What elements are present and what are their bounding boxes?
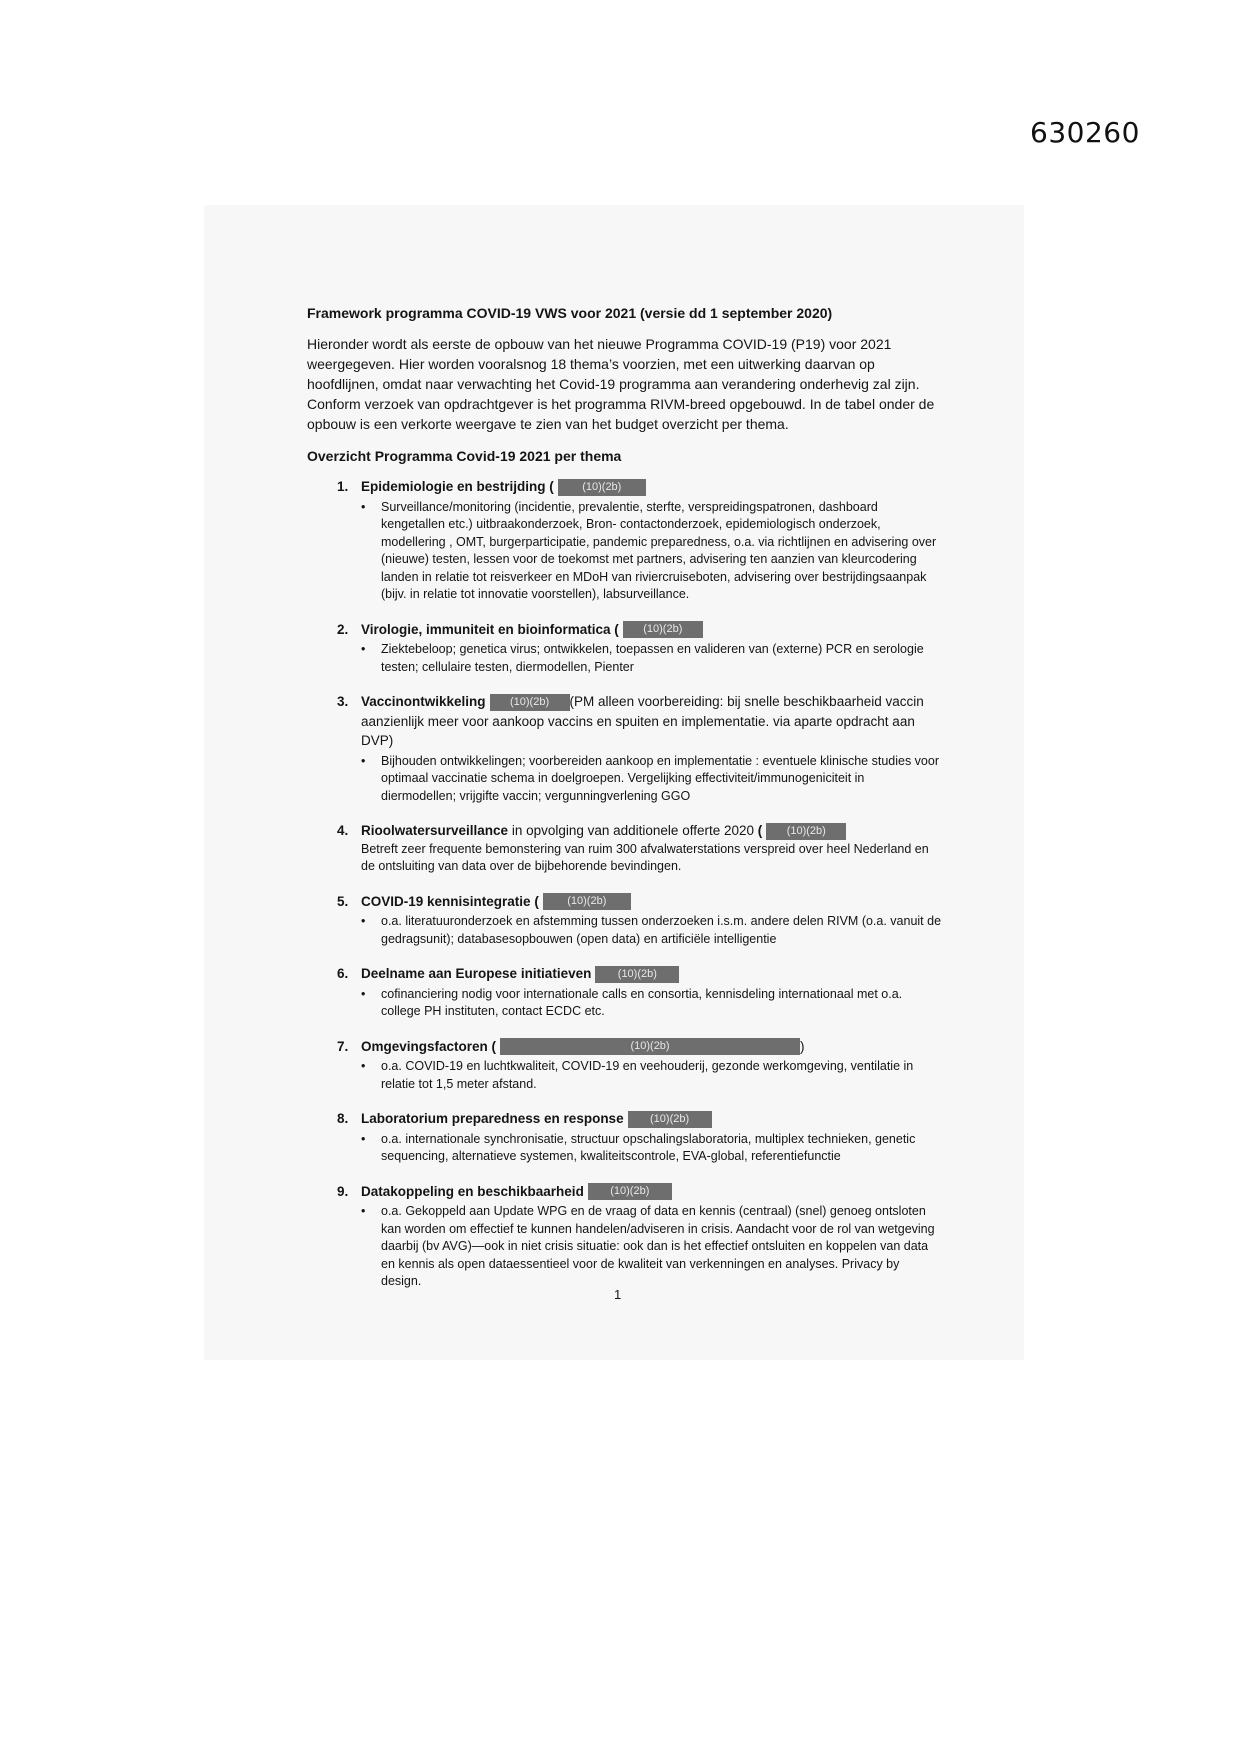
intro-paragraph: Hieronder wordt als eerste de opbouw van het nieuwe Programma COVID-19 (P19) voor 2021 weergegeven. Hier worden vooralsnog 18 thema’s voorzien, met een uitwerking daarvan op hoofdlijnen, omdat naar verwachting het Covid-19 programma aan verandering onderhevig zal zijn. Conform verzoek van opdrachtgever is het programma RIVM-breed opgebouwd. In de tabel onder de opbouw is een verkorte weergave te zien van het budget overzicht per thema.: [307, 335, 935, 432]
theme-title: Virologie, immuniteit en bioinformatica: [361, 621, 611, 637]
theme-number: 4.: [337, 823, 349, 838]
theme-title: Vaccinontwikkeling: [361, 694, 486, 709]
theme-title: Omgevingsfactoren: [361, 1038, 488, 1054]
theme-title: Laboratorium preparedness en response: [361, 1111, 624, 1126]
theme-item: [307, 477, 942, 604]
redaction-box: (10)(2b): [766, 823, 846, 840]
theme-title: Rioolwatersurveillance: [361, 823, 509, 838]
bullet-item: • o.a. literatuuronderzoek en afstemming tussen onderzoeken i.s.m. andere delen RIVM (o.a. vanuit de gedragsunit); databasesopbouwen (open data) en artificiële intelligentie: [361, 913, 942, 948]
theme-item: [307, 821, 942, 876]
paren-open: (: [754, 823, 763, 838]
bullet-list: [361, 1203, 942, 1291]
document-number: 630260: [1030, 116, 1140, 149]
bullet-item: • o.a. internationale synchronisatie, structuur opschalingslaboratoria, multiplex technieken, genetic sequencing, alternatieve systemen, kwaliteitscontrole, EVA-global, referentiefunctie: [361, 1131, 942, 1166]
theme-title: COVID-19 kennisintegratie: [361, 893, 531, 909]
paren-open: (: [530, 893, 539, 909]
theme-item: [307, 1109, 942, 1166]
theme-heading: [361, 1109, 942, 1129]
theme-title: Deelname aan Europese initiatieven: [361, 966, 592, 981]
theme-heading: [361, 1037, 942, 1057]
redaction-box: (10)(2b): [558, 479, 646, 496]
theme-suffix: (PM alleen voorbereiding: bij snelle beschikbaarheid vaccin aanzienlijk meer voor aankoop vaccins en spuiten en implementatie. via aparte opdracht aan DVP): [361, 694, 924, 748]
redaction-box: (10)(2b): [623, 621, 703, 638]
theme-title: Epidemiologie en bestrijding: [361, 479, 546, 494]
theme-item: [307, 892, 942, 949]
redaction-box: (10)(2b): [588, 1183, 672, 1200]
bullet-item: • Surveillance/monitoring (incidentie, prevalentie, sterfte, verspreidingspatronen, dashboard kengetallen etc.) uitbraakonderzoek, Bron- contactonderzoek, epidemiologisch onderzoek, modellering , OMT, burgerparticipatie, pandemic preparedness, o.a. via richtlijnen en advisering over (nieuwe) testen, lessen voor de toekomst met partners, advisering ten aanzien van kleurcodering landen in relatie tot reisverkeer en MDoH van riviercruiseboten, advisering over bestrijdingsaanpak (bijv. in relatie tot innovatie voorstellen), labsurveillance.: [361, 499, 942, 604]
theme-suffix: ): [800, 1038, 805, 1054]
redaction-box: (10)(2b): [628, 1111, 712, 1128]
paren-open: (: [487, 1038, 497, 1054]
theme-item: [307, 692, 942, 805]
theme-number: 7.: [337, 1038, 349, 1054]
bullet-list: [361, 499, 942, 604]
theme-item: [307, 620, 942, 677]
paren-open: (: [545, 479, 554, 494]
theme-heading: [361, 692, 942, 751]
overview-heading: Overzicht Programma Covid-19 2021 per thema: [307, 447, 622, 464]
theme-number: 6.: [337, 966, 349, 981]
theme-number: 9.: [337, 1183, 349, 1199]
theme-heading: [361, 477, 942, 497]
theme-heading: [361, 620, 942, 640]
document-title: Framework programma COVID-19 VWS voor 2021 (versie dd 1 september 2020): [307, 305, 833, 321]
redaction-box: (10)(2b): [500, 1038, 800, 1055]
redaction-box: (10)(2b): [595, 966, 679, 983]
theme-heading: [361, 1182, 942, 1202]
bullet-item: • cofinanciering nodig voor internationale calls en consortia, kennisdeling internationaal met o.a. college PH instituten, contact ECDC etc.: [361, 986, 942, 1021]
bullet-list: [361, 1058, 942, 1093]
bullet-item: • o.a. COVID-19 en luchtkwaliteit, COVID-19 en veehouderij, gezonde werkomgeving, ventilatie in relatie tot 1,5 meter afstand.: [361, 1058, 942, 1093]
page-content: [307, 304, 942, 1307]
theme-number: 3.: [337, 694, 349, 709]
theme-heading: [361, 821, 942, 841]
theme-item: [307, 1182, 942, 1291]
bullet-list: [361, 1131, 942, 1166]
theme-title-extra: in opvolging van additionele offerte 2020: [508, 823, 755, 838]
theme-number: 2.: [337, 621, 349, 637]
theme-heading: [361, 964, 942, 984]
theme-heading: [361, 892, 942, 912]
page-number: 1: [614, 1287, 622, 1302]
bullet-list: [361, 986, 942, 1021]
bullet-item: • Bijhouden ontwikkelingen; voorbereiden aankoop en implementatie : eventuele klinische studies voor optimaal vaccinatie schema in doelgroepen. Vergelijking effectiviteit/immunogeniciteit in diermodellen; vrijgifte vaccin; vergunningverlening GGO: [361, 753, 942, 806]
theme-title: Datakoppeling en beschikbaarheid: [361, 1183, 584, 1199]
paren-open: (: [610, 621, 619, 637]
bullet-list: [361, 753, 942, 806]
bullet-item: • o.a. Gekoppeld aan Update WPG en de vraag of data en kennis (centraal) (snel) genoeg ontsloten kan worden om effectief te kunnen handelen/adviseren in crisis. Aandacht voor de rol van wetgeving daarbij (bv AVG)—ook in niet crisis situatie: ook dan is het effectief ontsluiten en koppelen van data en kennis als open dataessentieel voor de kwaliteit van verkenningen en analyses. Privacy by design.: [361, 1203, 942, 1291]
bullet-list: [361, 913, 942, 948]
theme-note: Betreft zeer frequente bemonstering van ruim 300 afvalwaterstations verspreid over heel Nederland en de ontsluiting van data over de bijbehorende bevindingen.: [361, 841, 929, 873]
theme-item: [307, 1037, 942, 1094]
redaction-box: (10)(2b): [490, 694, 570, 711]
redaction-box: (10)(2b): [543, 893, 631, 910]
bullet-list: [361, 641, 942, 676]
theme-number: 5.: [337, 893, 349, 909]
theme-number: 8.: [337, 1111, 349, 1126]
theme-list: [307, 477, 942, 1291]
bullet-item: • Ziektebeloop; genetica virus; ontwikkelen, toepassen en valideren van (externe) PCR en serologie testen; cellulaire testen, diermodellen, Pienter: [361, 641, 942, 676]
theme-number: 1.: [337, 479, 349, 494]
theme-item: [307, 964, 942, 1021]
